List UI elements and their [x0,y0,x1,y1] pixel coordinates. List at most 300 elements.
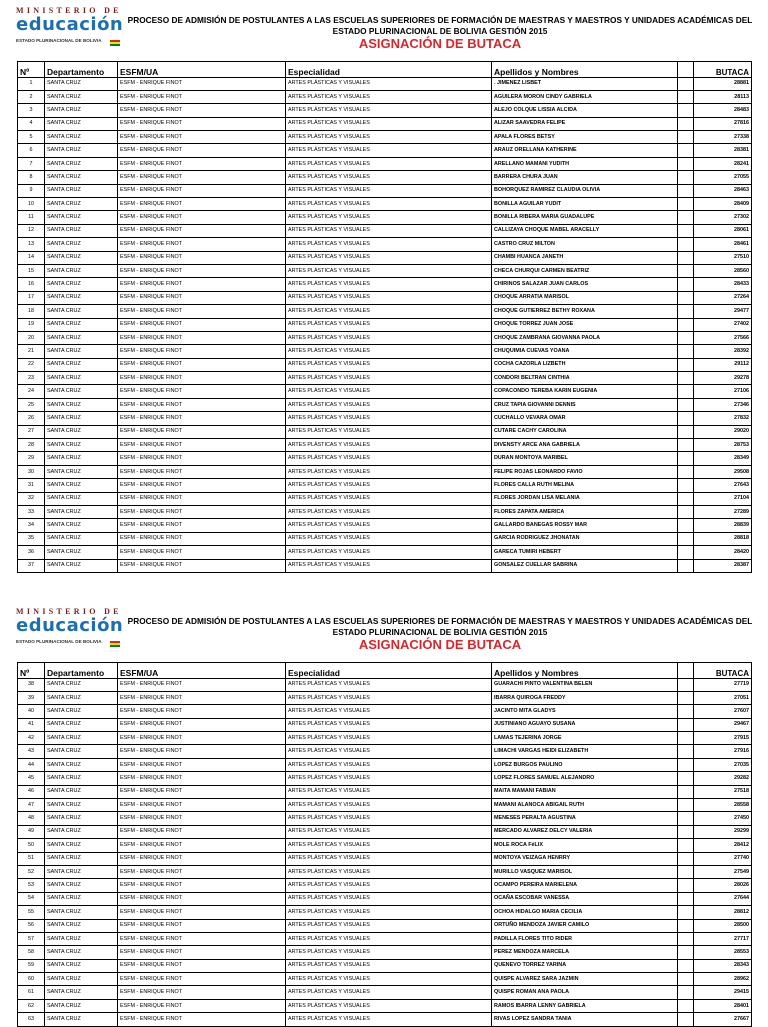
cell-esfm: ESFM - ENRIQUE FINOT [118,398,286,411]
cell-nombre: IBARRA QUIROGA FREDDY [492,691,678,704]
table-row [18,211,752,224]
cell-number: 6 [18,144,45,157]
cell-esfm: ESFM - ENRIQUE FINOT [118,772,286,785]
cell-blank [678,171,694,184]
cell-butaca: 28753 [694,439,752,452]
cell-nombre: MERCADO ALVAREZ DELCY VALERIA [492,825,678,838]
cell-esfm: ESFM - ENRIQUE FINOT [118,919,286,932]
logo-educacion-text: educación [16,14,124,35]
cell-esfm: ESFM - ENRIQUE FINOT [118,999,286,1012]
cell-number: 23 [18,372,45,385]
cell-butaca: 29415 [694,986,752,999]
cell-nombre: FLORES CALLA RUTH MELINA [492,479,678,492]
table-row [18,452,752,465]
cell-nombre: ARAUZ ORELLANA KATHERINE [492,144,678,157]
table-row [18,372,752,385]
cell-nombre: BONILLA AGUILAR YUDIT [492,198,678,211]
table-row [18,745,752,758]
cell-blank [678,412,694,425]
cell-number: 59 [18,959,45,972]
col-header-blank [678,663,694,679]
cell-especialidad: ARTES PLÁSTICAS Y VISUALES [286,224,492,237]
cell-butaca: 29112 [694,358,752,371]
assignment-table [17,662,752,1027]
cell-especialidad: ARTES PLÁSTICAS Y VISUALES [286,264,492,277]
cell-departamento: SANTA CRUZ [45,198,118,211]
cell-number: 21 [18,345,45,358]
cell-blank [678,291,694,304]
cell-especialidad: ARTES PLÁSTICAS Y VISUALES [286,732,492,745]
cell-butaca: 27607 [694,705,752,718]
cell-blank [678,732,694,745]
cell-esfm: ESFM - ENRIQUE FINOT [118,278,286,291]
cell-number: 27 [18,425,45,438]
cell-esfm: ESFM - ENRIQUE FINOT [118,117,286,130]
cell-especialidad: ARTES PLÁSTICAS Y VISUALES [286,104,492,117]
cell-esfm: ESFM - ENRIQUE FINOT [118,532,286,545]
table-row [18,919,752,932]
cell-blank [678,144,694,157]
cell-esfm: ESFM - ENRIQUE FINOT [118,745,286,758]
cell-esfm: ESFM - ENRIQUE FINOT [118,678,286,691]
cell-butaca: 27549 [694,865,752,878]
cell-esfm: ESFM - ENRIQUE FINOT [118,946,286,959]
cell-number: 11 [18,211,45,224]
cell-nombre: ALEJO COLQUE LISSIA ALCIDA [492,104,678,117]
cell-departamento: SANTA CRUZ [45,799,118,812]
cell-blank [678,211,694,224]
cell-butaca: 27302 [694,211,752,224]
cell-blank [678,492,694,505]
cell-especialidad: ARTES PLÁSTICAS Y VISUALES [286,812,492,825]
cell-number: 33 [18,506,45,519]
cell-departamento: SANTA CRUZ [45,157,118,170]
page-header [0,601,768,661]
document-subtitle: ASIGNACIÓN DE BUTACA [358,36,522,51]
cell-number: 10 [18,198,45,211]
cell-number: 16 [18,278,45,291]
cell-especialidad: ARTES PLÁSTICAS Y VISUALES [286,238,492,251]
document-title: PROCESO DE ADMISIÓN DE POSTULANTES A LAS ESCUELAS SUPERIORES DE FORMACIÓN DE MAESTRAS Y MAESTROS Y UNIDADES ACADÉMICAS DEL ESTADO PLURINACIONAL DE BOLIVIA GESTIÓN 2015 [127,616,753,637]
cell-butaca: 27035 [694,758,752,771]
cell-blank [678,946,694,959]
cell-especialidad: ARTES PLÁSTICAS Y VISUALES [286,90,492,103]
bolivia-flag-icon [110,641,120,647]
cell-especialidad: ARTES PLÁSTICAS Y VISUALES [286,131,492,144]
cell-butaca: 27051 [694,691,752,704]
cell-number: 17 [18,291,45,304]
cell-butaca: 28387 [694,559,752,572]
cell-blank [678,305,694,318]
cell-blank [678,1013,694,1026]
cell-esfm: ESFM - ENRIQUE FINOT [118,264,286,277]
cell-especialidad: ARTES PLÁSTICAS Y VISUALES [286,519,492,532]
cell-butaca: 28061 [694,224,752,237]
cell-departamento: SANTA CRUZ [45,785,118,798]
table-row [18,157,752,170]
cell-especialidad: ARTES PLÁSTICAS Y VISUALES [286,291,492,304]
cell-nombre: CASTRO CRUZ MILTON [492,238,678,251]
cell-departamento: SANTA CRUZ [45,452,118,465]
cell-esfm: ESFM - ENRIQUE FINOT [118,144,286,157]
table-row [18,238,752,251]
cell-number: 57 [18,932,45,945]
cell-esfm: ESFM - ENRIQUE FINOT [118,358,286,371]
cell-blank [678,825,694,838]
cell-departamento: SANTA CRUZ [45,238,118,251]
cell-especialidad: ARTES PLÁSTICAS Y VISUALES [286,398,492,411]
cell-esfm: ESFM - ENRIQUE FINOT [118,198,286,211]
table-row [18,358,752,371]
table-row [18,559,752,572]
table-row [18,171,752,184]
cell-esfm: ESFM - ENRIQUE FINOT [118,171,286,184]
cell-blank [678,506,694,519]
assignment-table [17,61,752,573]
cell-blank [678,986,694,999]
table-row [18,718,752,731]
cell-departamento: SANTA CRUZ [45,492,118,505]
cell-butaca: 28343 [694,959,752,972]
cell-blank [678,131,694,144]
cell-butaca: 28483 [694,104,752,117]
logo-educacion-text: educación [16,615,124,636]
table-row [18,691,752,704]
cell-butaca: 28433 [694,278,752,291]
table-row [18,331,752,344]
document-subtitle: ASIGNACIÓN DE BUTACA [358,637,522,652]
cell-especialidad: ARTES PLÁSTICAS Y VISUALES [286,906,492,919]
cell-especialidad: ARTES PLÁSTICAS Y VISUALES [286,932,492,945]
cell-blank [678,452,694,465]
cell-blank [678,238,694,251]
table-row [18,799,752,812]
cell-esfm: ESFM - ENRIQUE FINOT [118,157,286,170]
cell-especialidad: ARTES PLÁSTICAS Y VISUALES [286,77,492,90]
cell-departamento: SANTA CRUZ [45,171,118,184]
cell-number: 45 [18,772,45,785]
cell-especialidad: ARTES PLÁSTICAS Y VISUALES [286,546,492,559]
cell-number: 53 [18,879,45,892]
cell-number: 41 [18,718,45,731]
cell-especialidad: ARTES PLÁSTICAS Y VISUALES [286,973,492,986]
cell-blank [678,973,694,986]
cell-nombre: CHECA CHURQUI CARMEN BEATRIZ [492,264,678,277]
cell-especialidad: ARTES PLÁSTICAS Y VISUALES [286,358,492,371]
cell-number: 19 [18,318,45,331]
cell-number: 51 [18,852,45,865]
table-row [18,184,752,197]
cell-esfm: ESFM - ENRIQUE FINOT [118,705,286,718]
cell-departamento: SANTA CRUZ [45,305,118,318]
table-row [18,758,752,771]
logo-estado-text: ESTADO PLURINACIONAL DE BOLIVIA [16,38,102,43]
cell-blank [678,758,694,771]
cell-butaca: 28812 [694,906,752,919]
cell-butaca: 29467 [694,718,752,731]
cell-butaca: 27055 [694,171,752,184]
cell-especialidad: ARTES PLÁSTICAS Y VISUALES [286,412,492,425]
cell-nombre: CUTARE CACHY CAROLINA [492,425,678,438]
table-row [18,439,752,452]
table-row [18,264,752,277]
ministry-logo [16,6,124,52]
cell-nombre: CHOQUE ARRATIA MARISOL [492,291,678,304]
page-2 [0,601,768,1022]
cell-especialidad: ARTES PLÁSTICAS Y VISUALES [286,758,492,771]
cell-butaca: 28412 [694,839,752,852]
cell-departamento: SANTA CRUZ [45,291,118,304]
cell-nombre: GALLARDO BANEGAS ROSSY MAR [492,519,678,532]
cell-departamento: SANTA CRUZ [45,465,118,478]
cell-butaca: 27346 [694,398,752,411]
cell-butaca: 27518 [694,785,752,798]
col-header-blank [678,62,694,78]
cell-nombre: OCHOA HIDALGO MARIA CECILIA [492,906,678,919]
cell-nombre: OCAMPO PEREIRA MARIELENA [492,879,678,892]
cell-number: 9 [18,184,45,197]
cell-number: 24 [18,385,45,398]
cell-number: 36 [18,546,45,559]
table-row [18,812,752,825]
cell-nombre: LAMAS TEJERINA JORGE [492,732,678,745]
cell-butaca: 28558 [694,799,752,812]
cell-nombre: JUSTINIANO AGUAYO SUSANA [492,718,678,731]
cell-nombre: APALA FLORES BETSY [492,131,678,144]
cell-esfm: ESFM - ENRIQUE FINOT [118,465,286,478]
cell-especialidad: ARTES PLÁSTICAS Y VISUALES [286,879,492,892]
cell-blank [678,879,694,892]
cell-nombre: MAMANI ALANOCA ABIGAIL RUTH [492,799,678,812]
cell-butaca: 28881 [694,77,752,90]
cell-number: 44 [18,758,45,771]
cell-departamento: SANTA CRUZ [45,398,118,411]
cell-number: 22 [18,358,45,371]
cell-butaca: 29282 [694,772,752,785]
cell-butaca: 27402 [694,318,752,331]
table-row [18,678,752,691]
cell-departamento: SANTA CRUZ [45,932,118,945]
table-row [18,959,752,972]
table-row [18,946,752,959]
cell-blank [678,465,694,478]
cell-especialidad: ARTES PLÁSTICAS Y VISUALES [286,691,492,704]
cell-nombre: CHOQUE ZAMBRANA GIOVANNA PAOLA [492,331,678,344]
cell-butaca: 27667 [694,1013,752,1026]
cell-blank [678,691,694,704]
table-row [18,412,752,425]
table-row [18,772,752,785]
cell-departamento: SANTA CRUZ [45,879,118,892]
cell-departamento: SANTA CRUZ [45,318,118,331]
cell-number: 4 [18,117,45,130]
cell-nombre: DIVENSTY ARCE ANA GABRIELA [492,439,678,452]
cell-especialidad: ARTES PLÁSTICAS Y VISUALES [286,865,492,878]
cell-nombre: LIMACHI VARGAS HEIDI ELIZABETH [492,745,678,758]
cell-nombre: DURAN MONTOYA MARIBEL [492,452,678,465]
cell-nombre: CRUZ TAPIA GIOVANNI DENNIS [492,398,678,411]
table-row [18,825,752,838]
cell-especialidad: ARTES PLÁSTICAS Y VISUALES [286,425,492,438]
cell-departamento: SANTA CRUZ [45,77,118,90]
cell-esfm: ESFM - ENRIQUE FINOT [118,691,286,704]
cell-especialidad: ARTES PLÁSTICAS Y VISUALES [286,184,492,197]
cell-butaca: 27566 [694,331,752,344]
cell-blank [678,358,694,371]
cell-especialidad: ARTES PLÁSTICAS Y VISUALES [286,171,492,184]
cell-blank [678,104,694,117]
cell-nombre: MOLE ROCA FéLIX [492,839,678,852]
cell-especialidad: ARTES PLÁSTICAS Y VISUALES [286,144,492,157]
cell-esfm: ESFM - ENRIQUE FINOT [118,758,286,771]
cell-butaca: 27816 [694,117,752,130]
cell-nombre: JACINTO MITA GLADYS [492,705,678,718]
cell-esfm: ESFM - ENRIQUE FINOT [118,839,286,852]
cell-nombre: LOPEZ FLORES SAMUEL ALEJANDRO [492,772,678,785]
cell-departamento: SANTA CRUZ [45,745,118,758]
cell-esfm: ESFM - ENRIQUE FINOT [118,559,286,572]
cell-number: 14 [18,251,45,264]
cell-nombre: MAITA MAMANI FABIAN [492,785,678,798]
cell-esfm: ESFM - ENRIQUE FINOT [118,305,286,318]
table-row [18,932,752,945]
cell-departamento: SANTA CRUZ [45,946,118,959]
cell-nombre: QUENEVO TORREZ YARINA [492,959,678,972]
cell-number: 7 [18,157,45,170]
cell-especialidad: ARTES PLÁSTICAS Y VISUALES [286,718,492,731]
table-row [18,492,752,505]
cell-especialidad: ARTES PLÁSTICAS Y VISUALES [286,318,492,331]
cell-especialidad: ARTES PLÁSTICAS Y VISUALES [286,892,492,905]
table-row [18,839,752,852]
cell-number: 1 [18,77,45,90]
cell-blank [678,385,694,398]
cell-butaca: 28560 [694,264,752,277]
cell-butaca: 27644 [694,892,752,905]
cell-number: 62 [18,999,45,1012]
table-row [18,479,752,492]
cell-especialidad: ARTES PLÁSTICAS Y VISUALES [286,385,492,398]
cell-especialidad: ARTES PLÁSTICAS Y VISUALES [286,839,492,852]
cell-blank [678,398,694,411]
cell-nombre: AGUILERA MORON CINDY GABRIELA [492,90,678,103]
col-header-nombres: Apellidos y Nombres [492,663,678,679]
cell-departamento: SANTA CRUZ [45,264,118,277]
cell-nombre: OCAÑA ESCOBAR VANESSA [492,892,678,905]
cell-butaca: 27915 [694,732,752,745]
cell-esfm: ESFM - ENRIQUE FINOT [118,452,286,465]
cell-number: 28 [18,439,45,452]
cell-blank [678,251,694,264]
cell-departamento: SANTA CRUZ [45,224,118,237]
cell-departamento: SANTA CRUZ [45,479,118,492]
cell-blank [678,906,694,919]
cell-esfm: ESFM - ENRIQUE FINOT [118,892,286,905]
cell-especialidad: ARTES PLÁSTICAS Y VISUALES [286,785,492,798]
cell-especialidad: ARTES PLÁSTICAS Y VISUALES [286,919,492,932]
cell-blank [678,77,694,90]
table-row [18,785,752,798]
table-row [18,318,752,331]
logo-estado-text: ESTADO PLURINACIONAL DE BOLIVIA [16,639,102,644]
cell-especialidad: ARTES PLÁSTICAS Y VISUALES [286,852,492,865]
cell-blank [678,799,694,812]
logo-ministerio-text: MINISTERIO DE [16,6,122,15]
cell-especialidad: ARTES PLÁSTICAS Y VISUALES [286,211,492,224]
cell-butaca: 28461 [694,238,752,251]
cell-nombre: RAMOS IBARRA LENNY GABRIELA [492,999,678,1012]
cell-number: 26 [18,412,45,425]
cell-number: 47 [18,799,45,812]
cell-number: 34 [18,519,45,532]
col-header-esfm: ESFM/UA [118,62,286,78]
cell-butaca: 27106 [694,385,752,398]
cell-esfm: ESFM - ENRIQUE FINOT [118,90,286,103]
cell-departamento: SANTA CRUZ [45,345,118,358]
cell-departamento: SANTA CRUZ [45,532,118,545]
cell-esfm: ESFM - ENRIQUE FINOT [118,959,286,972]
cell-number: 32 [18,492,45,505]
table-row [18,732,752,745]
cell-nombre: ORTUÑO MENDOZA JAVIER CAMILO [492,919,678,932]
cell-nombre: GUARACHI PINTO VALENTINA BELEN [492,678,678,691]
cell-especialidad: ARTES PLÁSTICAS Y VISUALES [286,705,492,718]
cell-butaca: 27510 [694,251,752,264]
cell-blank [678,559,694,572]
cell-nombre: GONSALEZ CUELLAR SABRINA [492,559,678,572]
cell-blank [678,157,694,170]
cell-esfm: ESFM - ENRIQUE FINOT [118,479,286,492]
cell-number: 40 [18,705,45,718]
table-row [18,865,752,878]
cell-departamento: SANTA CRUZ [45,251,118,264]
cell-nombre: CHUQUIMIA CUEVAS YOANA [492,345,678,358]
cell-number: 2 [18,90,45,103]
cell-butaca: 28113 [694,90,752,103]
cell-departamento: SANTA CRUZ [45,691,118,704]
cell-number: 48 [18,812,45,825]
cell-blank [678,425,694,438]
cell-esfm: ESFM - ENRIQUE FINOT [118,238,286,251]
cell-esfm: ESFM - ENRIQUE FINOT [118,973,286,986]
cell-esfm: ESFM - ENRIQUE FINOT [118,852,286,865]
cell-departamento: SANTA CRUZ [45,839,118,852]
table-row [18,999,752,1012]
cell-departamento: SANTA CRUZ [45,973,118,986]
cell-nombre: CUCHALLO VEVARA OMAR [492,412,678,425]
table-row [18,131,752,144]
table-row [18,906,752,919]
cell-especialidad: ARTES PLÁSTICAS Y VISUALES [286,825,492,838]
cell-nombre: GARCIA RODRIGUEZ JHONATAN [492,532,678,545]
cell-especialidad: ARTES PLÁSTICAS Y VISUALES [286,506,492,519]
cell-number: 20 [18,331,45,344]
cell-esfm: ESFM - ENRIQUE FINOT [118,879,286,892]
table-row [18,224,752,237]
cell-nombre: FLORES JORDAN LISA MELANIA [492,492,678,505]
table-row [18,398,752,411]
cell-nombre: PADILLA FLORES TITO RIDER [492,932,678,945]
cell-number: 13 [18,238,45,251]
cell-butaca: 29278 [694,372,752,385]
cell-esfm: ESFM - ENRIQUE FINOT [118,986,286,999]
table-row [18,90,752,103]
table-row [18,291,752,304]
table-row [18,852,752,865]
cell-esfm: ESFM - ENRIQUE FINOT [118,519,286,532]
cell-especialidad: ARTES PLÁSTICAS Y VISUALES [286,532,492,545]
cell-departamento: SANTA CRUZ [45,892,118,905]
